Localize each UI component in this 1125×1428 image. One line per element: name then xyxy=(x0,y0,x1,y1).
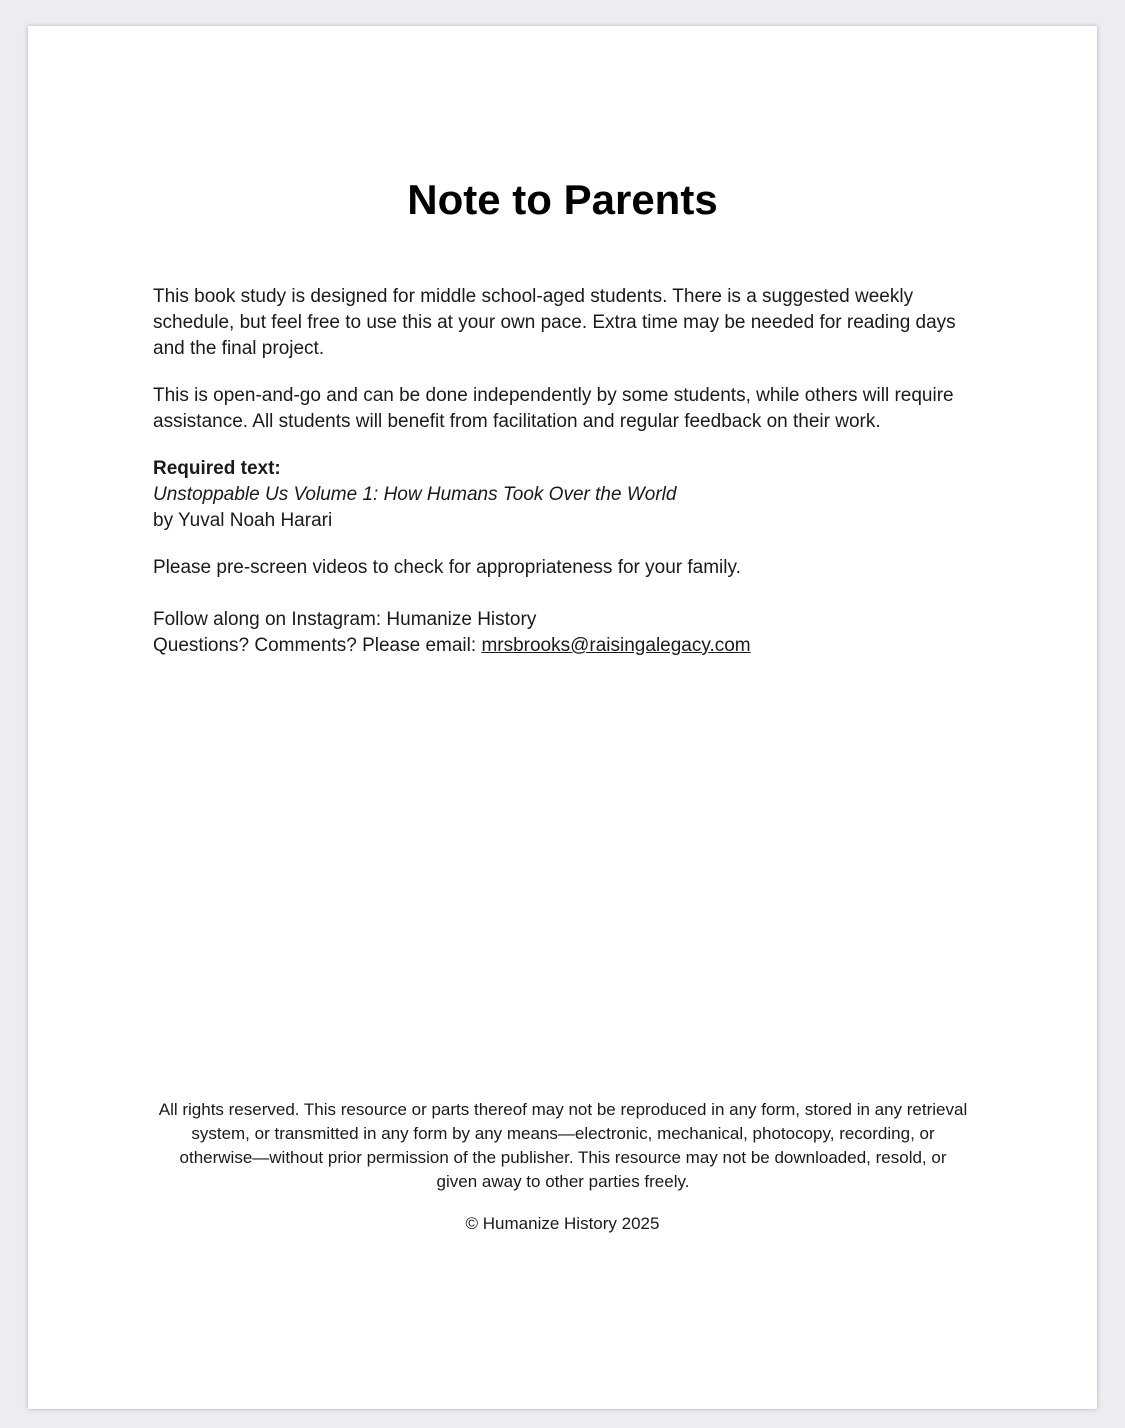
page-title: Note to Parents xyxy=(407,176,718,223)
required-text-label: Required text: xyxy=(153,458,281,479)
prescreen-note: Please pre-screen videos to check for appropriateness for your family. xyxy=(153,557,741,578)
questions-note: Questions? Comments? Please email: xyxy=(153,635,482,656)
instagram-note: Follow along on Instagram: Humanize History xyxy=(153,609,537,630)
document-page xyxy=(28,26,1097,1409)
body-text xyxy=(153,284,973,659)
paragraph-intro: This book study is designed for middle school-aged students. There is a suggested weekly schedule, but feel free to use this at your own pace. Extra time may be needed for reading days and the final project. xyxy=(153,286,956,359)
book-author: by Yuval Noah Harari xyxy=(153,510,333,531)
rights-notice: All rights reserved. This resource or parts thereof may not be reproduced in any form, stored in any retrieval system, or transmitted in any form by any means—electronic, mechanical, photocopy, recording, or otherwise—without prior permission of the publisher. This resource may not be downloaded, resold, or given away to other parties freely. xyxy=(158,1100,968,1191)
paragraph-usage: This is open-and-go and can be done independently by some students, while others will require assistance. All students will benefit from facilitation and regular feedback on their work. xyxy=(153,385,954,432)
book-title: Unstoppable Us Volume 1: How Humans Took Over the World xyxy=(153,484,677,505)
copyright: © Humanize History 2025 xyxy=(465,1214,660,1233)
email-link[interactable]: mrsbrooks@raisingalegacy.com xyxy=(481,635,751,656)
